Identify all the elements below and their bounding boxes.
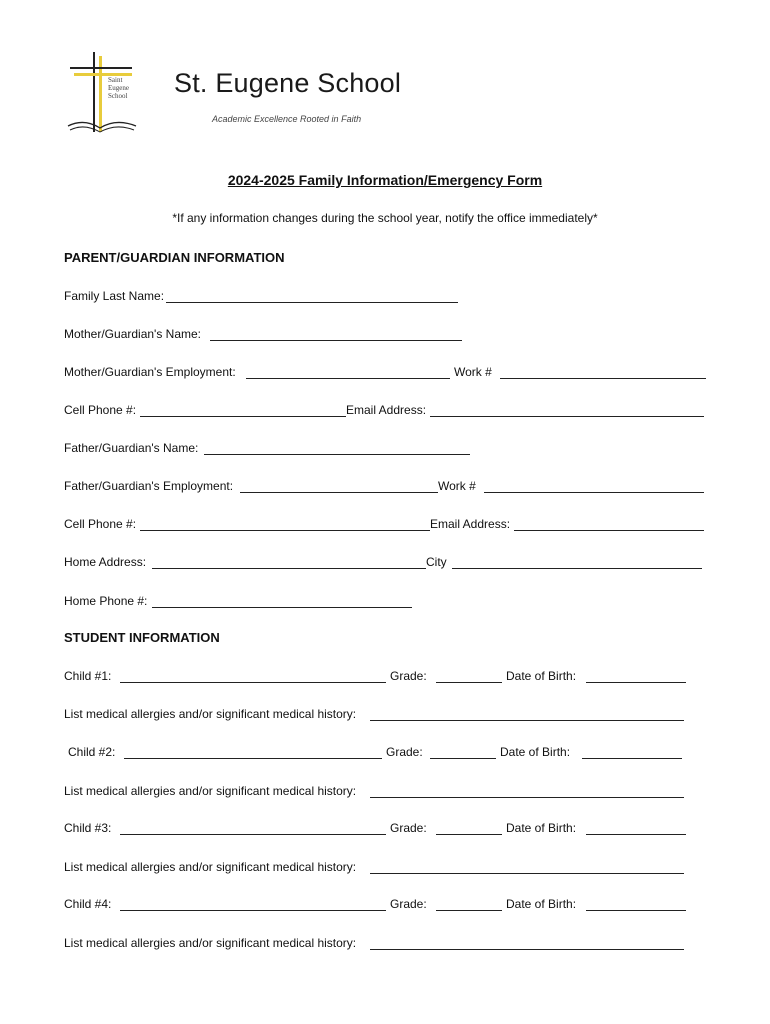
father-email-label: Email Address: [430, 517, 511, 531]
child-2-dob-field[interactable] [582, 758, 682, 759]
child-2-medical-field[interactable] [370, 797, 684, 798]
father-cell-field[interactable] [140, 530, 430, 531]
father-employment-field[interactable] [240, 492, 438, 493]
child-1-medical-field[interactable] [370, 720, 684, 721]
child-1-label: Child #1: [64, 669, 112, 683]
child-1-medical-label: List medical allergies and/or significant medical history: [64, 707, 357, 721]
child-3-dob-field[interactable] [586, 834, 686, 835]
child-1-name-field[interactable] [120, 682, 386, 683]
child-2-medical-label: List medical allergies and/or significant medical history: [64, 784, 357, 798]
mother-cell-field[interactable] [140, 416, 346, 417]
city-field[interactable] [452, 568, 702, 569]
child-3-grade-field[interactable] [436, 834, 502, 835]
logo-lettering: Saint Eugene School [108, 76, 129, 100]
child-4-label: Child #4: [64, 897, 112, 911]
mother-email-field[interactable] [430, 416, 704, 417]
home-phone-label: Home Phone #: [64, 594, 148, 608]
child-2-dob-label: Date of Birth: [500, 745, 571, 759]
parent-section-heading: PARENT/GUARDIAN INFORMATION [64, 250, 285, 265]
mother-work-label: Work # [454, 365, 492, 379]
home-address-label: Home Address: [64, 555, 147, 569]
father-email-field[interactable] [514, 530, 704, 531]
father-cell-label: Cell Phone #: [64, 517, 137, 531]
child-1-grade-field[interactable] [436, 682, 502, 683]
child-4-grade-label: Grade: [390, 897, 427, 911]
child-4-medical-field[interactable] [370, 949, 684, 950]
mother-name-label: Mother/Guardian's Name: [64, 327, 202, 341]
child-2-grade-label: Grade: [386, 745, 423, 759]
child-2-label: Child #2: [68, 745, 116, 759]
family-last-name-field[interactable] [166, 302, 458, 303]
child-3-label: Child #3: [64, 821, 112, 835]
mother-employment-label: Mother/Guardian's Employment: [64, 365, 236, 379]
child-3-grade-label: Grade: [390, 821, 427, 835]
form-title: 2024-2025 Family Information/Emergency Form [227, 172, 543, 188]
child-1-dob-label: Date of Birth: [506, 669, 577, 683]
father-employment-label: Father/Guardian's Employment: [64, 479, 234, 493]
student-section-heading: STUDENT INFORMATION [64, 630, 220, 645]
father-work-field[interactable] [484, 492, 704, 493]
mother-employment-field[interactable] [246, 378, 450, 379]
school-name: St. Eugene School [174, 68, 402, 98]
child-4-medical-label: List medical allergies and/or significant medical history: [64, 936, 357, 950]
mother-email-label: Email Address: [346, 403, 427, 417]
school-tagline: Academic Excellence Rooted in Faith [212, 114, 362, 124]
child-4-dob-label: Date of Birth: [506, 897, 577, 911]
child-2-name-field[interactable] [124, 758, 382, 759]
child-4-name-field[interactable] [120, 910, 386, 911]
family-last-name-label: Family Last Name: [64, 289, 165, 303]
father-work-label: Work # [438, 479, 476, 493]
child-3-name-field[interactable] [120, 834, 386, 835]
city-label: City [426, 555, 447, 569]
home-phone-field[interactable] [152, 607, 412, 608]
mother-work-field[interactable] [500, 378, 706, 379]
mother-cell-label: Cell Phone #: [64, 403, 137, 417]
father-name-label: Father/Guardian's Name: [64, 441, 199, 455]
child-2-grade-field[interactable] [430, 758, 496, 759]
father-name-field[interactable] [204, 454, 470, 455]
mother-name-field[interactable] [210, 340, 462, 341]
child-3-medical-label: List medical allergies and/or significant medical history: [64, 860, 357, 874]
child-1-grade-label: Grade: [390, 669, 427, 683]
form-notice: *If any information changes during the school year, notify the office immediately* [172, 211, 598, 225]
child-3-medical-field[interactable] [370, 873, 684, 874]
home-address-field[interactable] [152, 568, 426, 569]
child-4-dob-field[interactable] [586, 910, 686, 911]
child-1-dob-field[interactable] [586, 682, 686, 683]
child-4-grade-field[interactable] [436, 910, 502, 911]
child-3-dob-label: Date of Birth: [506, 821, 577, 835]
